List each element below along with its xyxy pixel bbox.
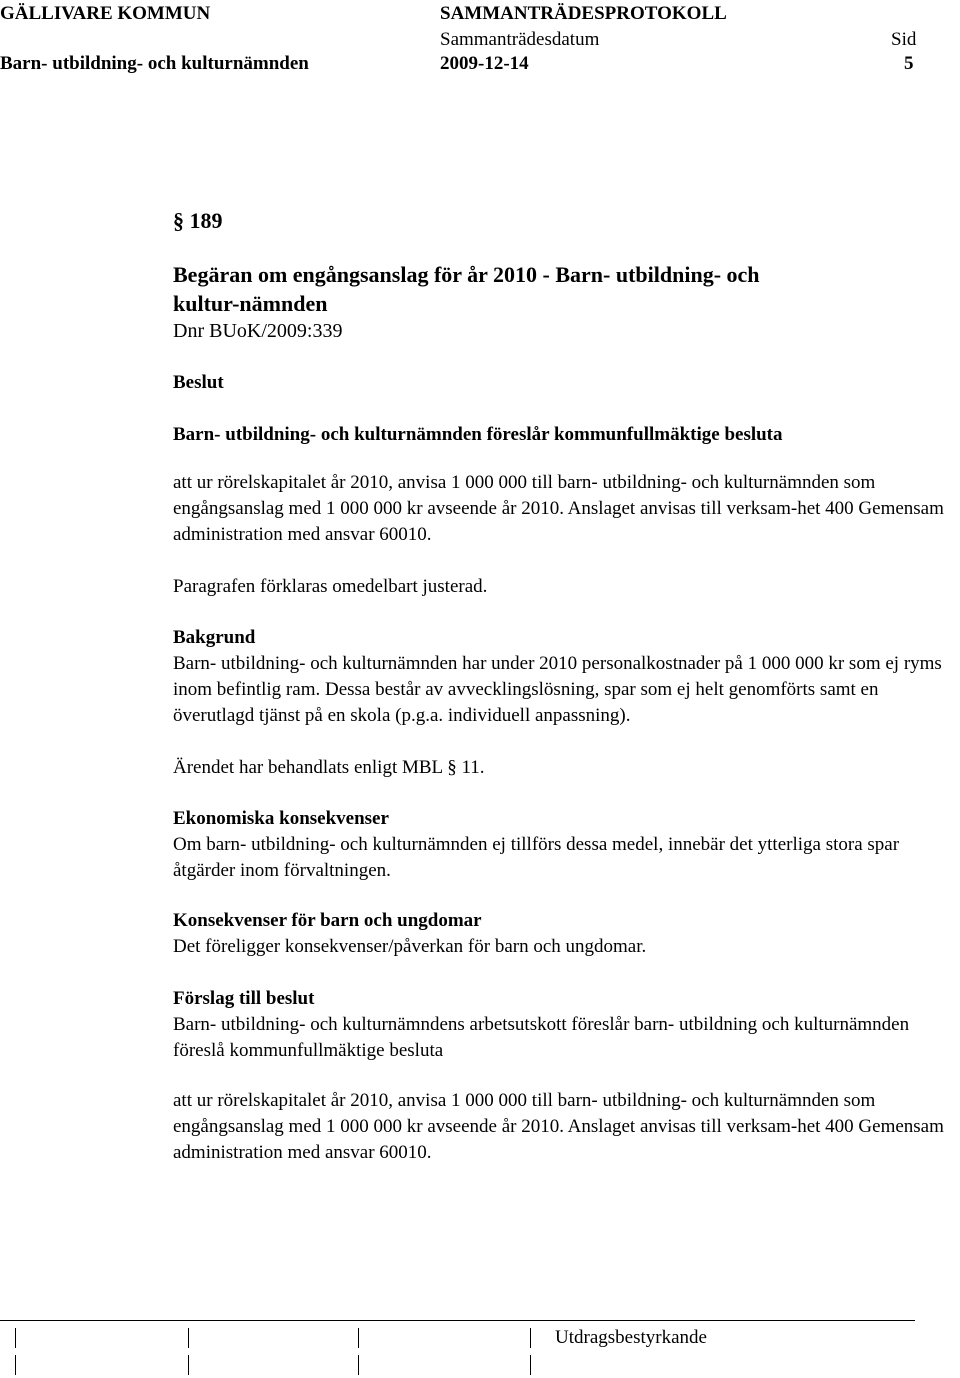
meeting-date: 2009-12-14	[440, 53, 529, 74]
page-number: 5	[904, 53, 914, 74]
signature-box-3b	[358, 1355, 359, 1375]
signature-box-1	[15, 1328, 16, 1348]
signature-box-4	[530, 1328, 531, 1348]
page-label: Sid	[891, 29, 917, 50]
signature-box-4b	[530, 1355, 531, 1375]
protocol-title: SAMMANTRÄDESPROTOKOLL	[440, 3, 727, 24]
konsekvenser-heading: Konsekvenser för barn och ungdomar	[173, 910, 482, 931]
municipality-name: GÄLLIVARE KOMMUN	[0, 3, 211, 24]
committee-name: Barn- utbildning- och kulturnämnden	[0, 53, 309, 74]
konsekvenser-text: Det föreligger konsekvenser/påverkan för barn och ungdomar.	[173, 936, 647, 957]
signature-box-1b	[15, 1355, 16, 1375]
forslag-text: att ur rörelskapitalet år 2010, anvisa 1 000 000 till barn- utbildning- och kulturnämnden som engångsanslag med 1 000 000 kr avseende år 2010. Anslaget anvisas till verksam-het 400 Gemensam administration med ansvar 60010.	[173, 1090, 944, 1163]
section-title: Begäran om engångsanslag för år 2010 - Barn- utbildning- och kultur-nämnden	[173, 262, 760, 316]
signature-box-2b	[188, 1355, 189, 1375]
bakgrund-text: Barn- utbildning- och kulturnämnden har under 2010 personalkostnader på 1 000 000 kr som ej ryms inom befintlig ram. Dessa består av avvecklingslösning, spar som ej helt genomförts samt en överutlagd tjänst på en skola (p.g.a. individuell anpassning).	[173, 653, 942, 726]
bakgrund-heading: Bakgrund	[173, 627, 256, 648]
dnr: Dnr BUoK/2009:339	[173, 320, 343, 342]
beslut-text: att ur rörelskapitalet år 2010, anvisa 1 000 000 till barn- utbildning- och kulturnämnden som engångsanslag med 1 000 000 kr avseende år 2010. Anslaget anvisas till verksam-het 400 Gemensam administration med ansvar 60010.	[173, 472, 944, 545]
signature-box-2	[188, 1328, 189, 1348]
justerad-text: Paragrafen förklaras omedelbart justerad.	[173, 576, 488, 597]
extract-certification-label: Utdragsbestyrkande	[555, 1327, 707, 1348]
beslut-lead: Barn- utbildning- och kulturnämnden föreslår kommunfullmäktige besluta	[173, 424, 783, 445]
ekonomiska-text: Om barn- utbildning- och kulturnämnden ej tillförs dessa medel, innebär det ytterliga stora spar åtgärder inom förvaltningen.	[173, 834, 900, 881]
signature-box-3	[358, 1328, 359, 1348]
beslut-heading: Beslut	[173, 372, 224, 393]
date-label: Sammanträdesdatum	[440, 29, 600, 50]
paragraph-number: § 189	[173, 208, 223, 233]
forslag-heading: Förslag till beslut	[173, 988, 315, 1009]
forslag-lead: Barn- utbildning- och kulturnämndens arbetsutskott föreslår barn- utbildning och kulturnämnden föreslå kommunfullmäktige besluta	[173, 1014, 910, 1061]
ekonomiska-heading: Ekonomiska konsekvenser	[173, 808, 389, 829]
footer-rule	[0, 1320, 915, 1321]
mbl-text: Ärendet har behandlats enligt MBL § 11.	[173, 757, 485, 778]
